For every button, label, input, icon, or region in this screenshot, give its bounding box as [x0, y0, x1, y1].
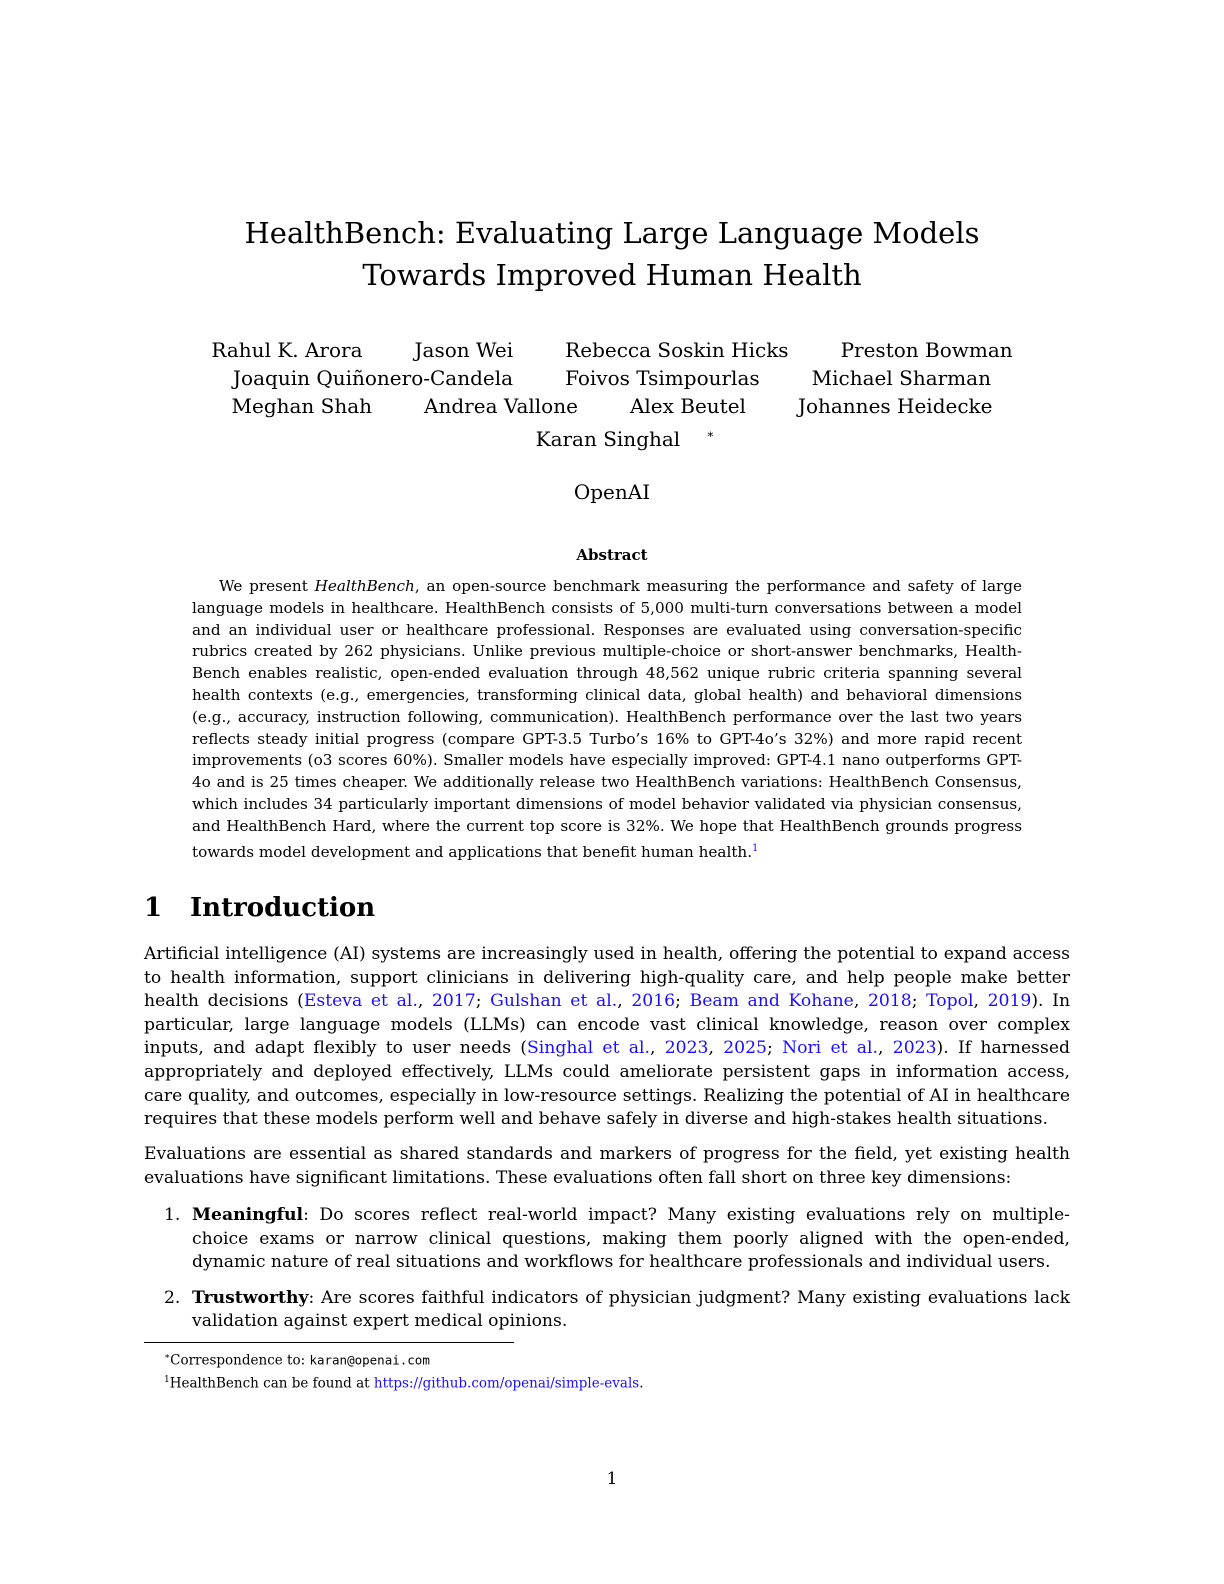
citation-link[interactable]: 2018 [867, 991, 912, 1012]
email-address[interactable]: karan@openai.com [309, 1352, 430, 1368]
abstract-body [192, 576, 1022, 863]
text-span: , [617, 991, 632, 1012]
text-span: , [973, 991, 988, 1012]
author-name: Karan Singhal [535, 426, 681, 451]
footnote-text: HealthBench can be found at [169, 1375, 374, 1391]
section-number: 1 [144, 893, 163, 923]
author-name: Jason Wei [414, 338, 514, 362]
author-name: Andrea Vallone [424, 394, 578, 418]
text-span: ; [475, 991, 491, 1012]
citation-link[interactable]: Gulshan et al. [490, 991, 618, 1012]
citation-link[interactable]: Esteva et al. [303, 991, 418, 1012]
author-row [160, 364, 1064, 392]
citation-link[interactable]: 2017 [431, 991, 476, 1012]
text-span: ; [767, 1038, 783, 1059]
author-list [160, 336, 1064, 453]
github-link[interactable]: https://github.com/openai/simple-evals [373, 1375, 640, 1391]
text-span: , [417, 991, 432, 1012]
footnote-ref-1[interactable]: 1 [752, 842, 759, 854]
benchmark-name: HealthBench [314, 577, 415, 595]
list-term: Trustworthy [192, 1287, 309, 1308]
citation-link[interactable]: 2019 [987, 991, 1032, 1012]
citation-link[interactable]: 2025 [723, 1038, 767, 1059]
author-name: Preston Bowman [840, 338, 1013, 362]
affiliation: OpenAI [573, 480, 651, 504]
text-span: ). In particular, large language models (LLMs) can encode vast clinical knowledge, reason over complex inputs, and adapt flexibly to user needs ( [144, 991, 1071, 1059]
footnote-mark: ∗ [164, 1352, 171, 1362]
section-title: Introduction [190, 893, 376, 923]
citation-link[interactable]: Singhal et al. [527, 1038, 650, 1059]
text-span: Artificial intelligence (AI) systems are increasingly used in health, offering the potential to expand access to health information, support clinicians in delivering high-quality care, and help people make better health decisions ( [144, 944, 1070, 1012]
list-item [144, 1287, 1070, 1334]
author-row [160, 336, 1064, 364]
list-item [144, 1204, 1070, 1275]
text-span: ). If harnessed appropriately and deployed effectively, LLMs could ameliorate persistent gaps in information access, care quality, and outcomes, especially in low-resource settings. Realizing the potential of AI in healthcare requires that these models perform well and behave safely in diverse and high-stakes health situations. [144, 1038, 1070, 1130]
abstract-heading: Abstract [576, 546, 648, 564]
title-line-2: Towards Improved Human Health [362, 258, 862, 292]
author-name: Michael Sharman [811, 366, 991, 390]
abstract-text: , an open-source benchmark measuring the performance and safety of large language models in healthcare. HealthBench consists of 5,000 multi-turn conversations between a model and an individual user or healthcare professional. Responses are evaluated using conversation-specific rubrics created by 262 physicians. Unlike previous multiple-choice or short-answer benchmarks, Health-Bench enables realistic, open-ended evaluation through 48,562 unique rubric criteria spanning several health contexts (e.g., emergencies, transforming clinical data, global health) and behavioral dimensions (e.g., accuracy, instruction following, communication). HealthBench performance over the last two years reflects steady initial progress (compare GPT-3.5 Turbo’s 16% to GPT-4o’s 32%) and more rapid recent improvements (o3 scores 60%). Smaller models have especially improved: GPT-4.1 nano outperforms GPT-4o and is 25 times cheaper. We additionally release two HealthBench variations: HealthBench Consensus, which includes 34 particularly important dimensions of model behavior validated via physician consensus, and HealthBench Hard, where the current top score is 32%. We hope that HealthBench grounds progress towards model development and applications that benefit human health. [192, 577, 1022, 861]
dimension-list [144, 1204, 1070, 1346]
text-span: , [878, 1038, 893, 1059]
footnote-divider [144, 1342, 514, 1343]
citation-link[interactable]: Nori et al. [782, 1038, 879, 1059]
citation-link[interactable]: 2016 [631, 991, 676, 1012]
text-span: ; [675, 991, 690, 1012]
citation-link[interactable]: 2023 [892, 1038, 937, 1059]
author-name: Rahul K. Arora [211, 338, 363, 362]
footnote-text: Correspondence to: [170, 1352, 310, 1369]
text-span: , [650, 1038, 665, 1059]
author-name: Johannes Heidecke [797, 394, 993, 418]
footnote-end: . [639, 1375, 644, 1391]
abstract-intro: We present [219, 577, 315, 595]
text-span: , [853, 991, 868, 1012]
author-name-corresponding [510, 420, 715, 453]
citation-link[interactable]: Topol [926, 991, 974, 1012]
citation-link[interactable]: 2023 [664, 1038, 709, 1059]
author-name: Foivos Tsimpourlas [565, 366, 760, 390]
author-name: Alex Beutel [629, 394, 746, 418]
intro-paragraph-1 [144, 943, 1070, 1132]
page-number: 1 [606, 1469, 618, 1489]
author-name: Meghan Shah [231, 394, 373, 418]
author-row [160, 392, 1064, 420]
text-span: , [708, 1038, 724, 1059]
title-line-1: HealthBench: Evaluating Large Language Models [244, 216, 980, 250]
intro-paragraph-2: Evaluations are essential as shared standards and markers of progress for the field, yet existing health evaluations have significant limitations. These evaluations often fall short on three key dimensions: [144, 1144, 1070, 1188]
citation-link[interactable]: Beam and Kohane [689, 991, 854, 1012]
footnote-correspondence [164, 1348, 1064, 1371]
section-heading-introduction [144, 890, 1080, 926]
author-name: Joaquin Quiñonero-Candela [233, 366, 514, 390]
footnote-mark: 1 [164, 1374, 170, 1385]
list-marker: 1. [164, 1205, 181, 1225]
author-name: Rebecca Soskin Hicks [565, 338, 789, 362]
list-term: Meaningful [192, 1205, 304, 1225]
paper-title [144, 212, 1080, 296]
text-span: ; [911, 991, 927, 1012]
author-row [160, 420, 1064, 453]
footnote-1 [164, 1371, 1064, 1394]
footnotes [164, 1348, 1064, 1393]
list-marker: 2. [164, 1287, 181, 1308]
list-text: : Do scores reflect real-world impact? Many existing evaluations rely on multiple-choice exams or narrow clinical questions, making them poorly aligned with the open-ended, dynamic nature of real situations and workflows for healthcare professionals and individual users. [192, 1205, 1070, 1273]
corresponding-mark: ∗ [706, 427, 715, 441]
list-text: : Are scores faithful indicators of physician judgment? Many existing evaluations lack validation against expert medical opinions. [192, 1287, 1070, 1332]
